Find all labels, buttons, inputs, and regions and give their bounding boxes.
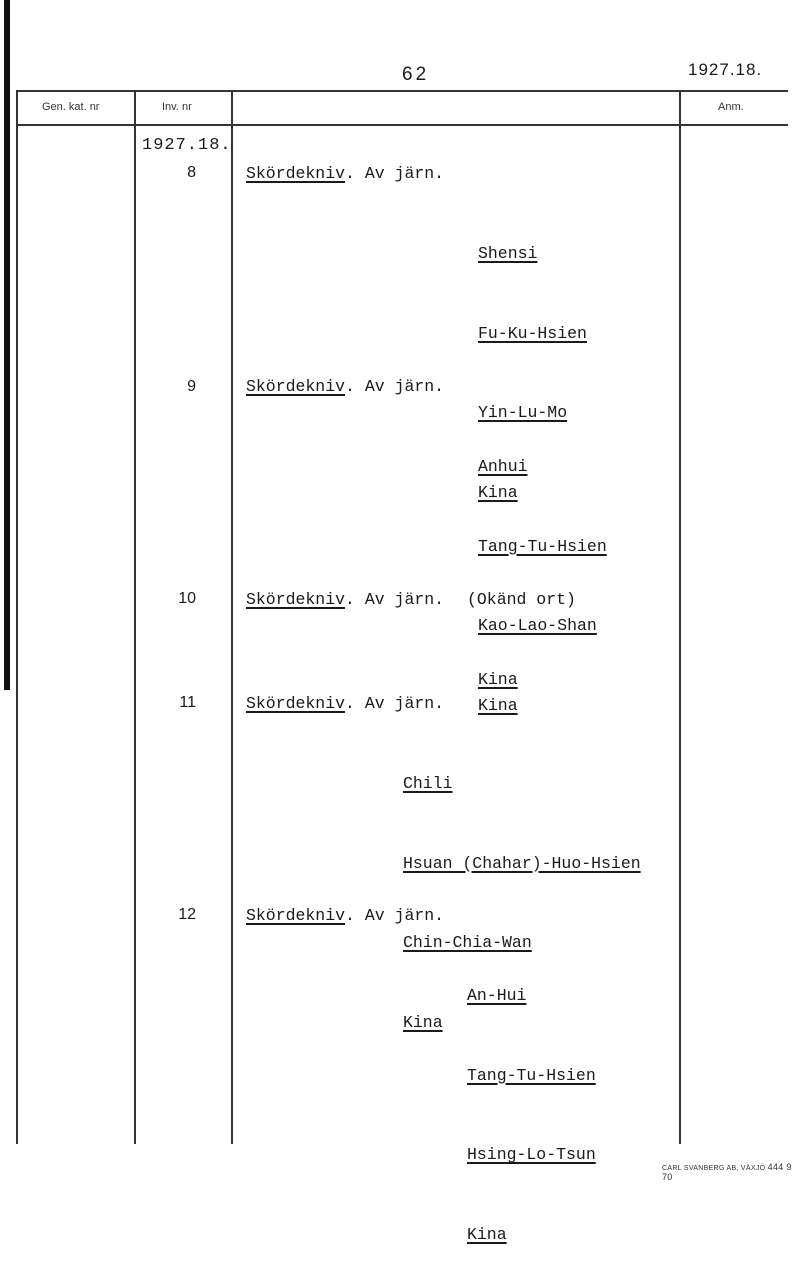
material: . Av järn. bbox=[345, 906, 445, 925]
entry-9-description bbox=[246, 374, 444, 401]
material: . Av järn. bbox=[345, 164, 445, 183]
header-gen-kat: Gen. kat. nr bbox=[42, 101, 100, 113]
object-name: Skördekniv bbox=[246, 694, 346, 713]
inv-number-11: 11 bbox=[179, 694, 196, 711]
place-district: Tang-Tu-Hsien bbox=[467, 1065, 596, 1085]
col-rule-inv bbox=[231, 90, 233, 1144]
printer-name: CARL SVANBERG AB, VÄXJÖ bbox=[662, 1165, 766, 1172]
col-rule-anm bbox=[679, 90, 681, 1144]
header-anm: Anm. bbox=[718, 101, 744, 113]
place-country: Kina bbox=[403, 1012, 443, 1032]
entry-11-description bbox=[246, 691, 444, 718]
inv-number-8: 8 bbox=[187, 164, 196, 181]
page-number: 62 bbox=[402, 64, 430, 85]
col-rule-gen bbox=[134, 90, 136, 1144]
entry-10-places bbox=[478, 614, 518, 720]
place-district: Tang-Tu-Hsien bbox=[478, 536, 607, 556]
inv-number-12: 12 bbox=[178, 906, 196, 923]
binding-bar bbox=[4, 0, 10, 690]
catalog-reference: 1927.18. bbox=[688, 60, 763, 79]
header-inv: Inv. nr bbox=[162, 101, 192, 113]
entry-12-places bbox=[467, 930, 596, 1275]
place-country: Kina bbox=[478, 482, 518, 502]
inv-number-10: 10 bbox=[178, 590, 196, 607]
table-header-rule bbox=[16, 124, 788, 126]
object-name: Skördekniv bbox=[246, 906, 346, 925]
entry-10-description bbox=[246, 587, 444, 614]
place-locality: Yin-Lu-Mo bbox=[478, 403, 568, 422]
place-country: Kina bbox=[478, 695, 518, 715]
place-province: An-Hui bbox=[467, 986, 527, 1005]
series-number: 1927.18. bbox=[142, 136, 232, 155]
col-rule-left bbox=[16, 90, 18, 1144]
place-locality: Chin-Chia-Wan bbox=[403, 933, 532, 952]
inv-number-9: 9 bbox=[187, 378, 196, 395]
object-name: Skördekniv bbox=[246, 164, 346, 183]
entry-10-note: (Okänd ort) bbox=[467, 590, 576, 609]
object-name: Skördekniv bbox=[246, 377, 346, 396]
form-number: 444 9 70 bbox=[662, 1162, 792, 1182]
place-district: Hsuan (Chahar)-Huo-Hsien bbox=[403, 853, 641, 873]
place-province: Anhui bbox=[478, 457, 528, 476]
place-country: Kina bbox=[478, 670, 518, 689]
place-province: Chili bbox=[403, 774, 453, 793]
place-district: Fu-Ku-Hsien bbox=[478, 323, 587, 343]
material: . Av järn. bbox=[345, 377, 445, 396]
material: . Av järn. bbox=[345, 590, 445, 609]
material: . Av järn. bbox=[345, 694, 445, 713]
entry-12-description bbox=[246, 903, 444, 930]
place-locality: Kao-Lao-Shan bbox=[478, 616, 597, 635]
place-province: Shensi bbox=[478, 244, 538, 263]
table-top-rule bbox=[16, 90, 788, 92]
place-country: Kina bbox=[467, 1224, 507, 1244]
place-locality: Hsing-Lo-Tsun bbox=[467, 1145, 596, 1164]
object-name: Skördekniv bbox=[246, 590, 346, 609]
entry-8-description bbox=[246, 161, 444, 188]
printer-imprint bbox=[662, 1162, 796, 1182]
